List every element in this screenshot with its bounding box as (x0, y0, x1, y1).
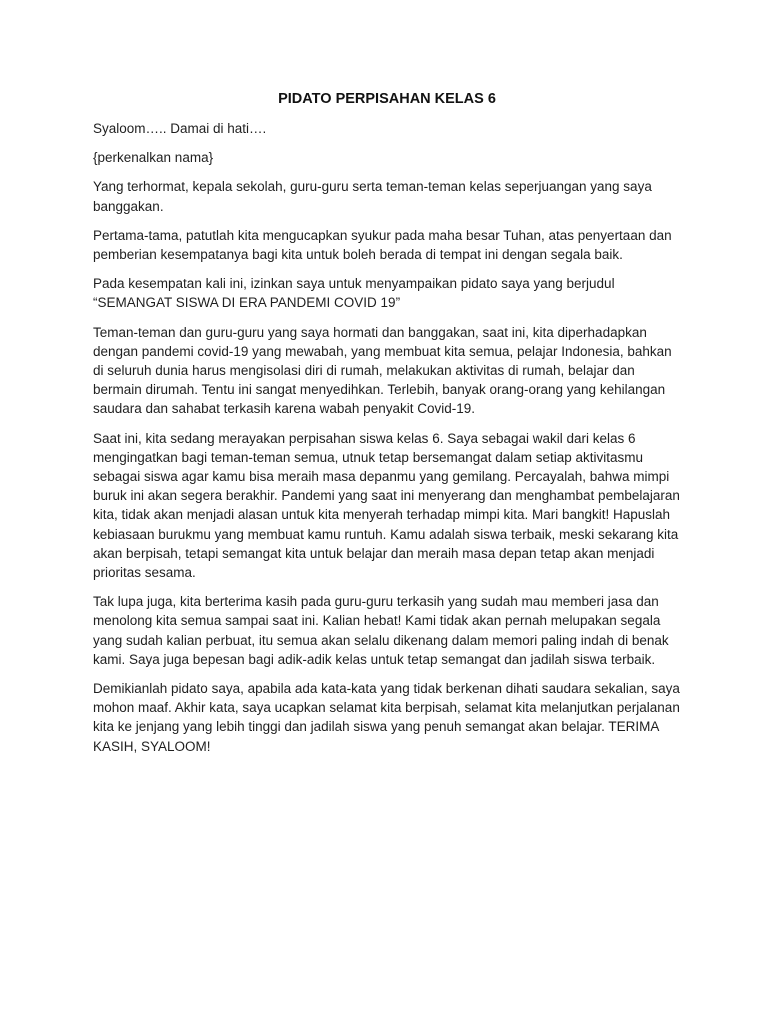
closing-paragraph: Demikianlah pidato saya, apabila ada kata-kata yang tidak berkenan dihati saudara sekalian, saya mohon maaf. Akhir kata, saya ucapkan selamat kita berpisah, selamat kita melanjutkan perjalanan kita ke jenjang yang lebih tinggi dan jadilah siswa yang penuh semangat akan belajar. TERIMA KASIH, SYALOOM! (93, 681, 680, 754)
speech-topic-paragraph: Pada kesempatan kali ini, izinkan saya untuk menyampaikan pidato saya yang berjudul “SEMANGAT SISWA DI ERA PANDEMI COVID 19” (93, 276, 615, 311)
salutation-paragraph: Yang terhormat, kepala sekolah, guru-guru serta teman-teman kelas seperjuangan yang saya banggakan. (93, 179, 652, 214)
pandemic-paragraph: Teman-teman dan guru-guru yang saya hormati dan banggakan, saat ini, kita diperhadapkan dengan pandemi covid-19 yang mewabah, yang membuat kita semua, pelajar Indonesia, bahkan di seluruh dunia harus mengisolasi diri di rumah, melakukan aktivitas di rumah, belajar dan bermain dirumah. Tentu ini sangat menyedihkan. Terlebih, banyak orang-orang yang kehilangan saudara dan sahabat terkasih karena wabah penyakit Covid-19. (93, 324, 672, 417)
gratitude-paragraph: Pertama-tama, patutlah kita mengucapkan syukur pada maha besar Tuhan, atas penyertaan dan pemberian kesempatanya bagi kita untuk boleh berada di tempat ini dengan segala baik. (93, 227, 672, 263)
farewell-paragraph: Saat ini, kita sedang merayakan perpisahan siswa kelas 6. Saya sebagai wakil dari kelas 6 mengingatkan bagi teman-teman semua, utnuk tetap bersemangat dalam setiap aktivitasmu sebagai siswa agar kamu bisa meraih masa depanmu yang gemilang. Percayalah, bahwa mimpi buruk ini akan segera berakhir. Pandemi yang saat ini menyerang dan menghambat pembelajaran kita, tidak akan menjadi alasan untuk kita menyerah terhadap mimpi kita. Mari bangkit! Hapuslah kebiasaan burukmu yang membuat kamu runtuh. Kamu adalah siswa terbaik, meski sekarang kita akan berpisah, tetapi semangat kita untuk belajar dan meraih masa depan tetap akan menjadi prioritas sesama. (93, 430, 680, 581)
document-body (93, 89, 681, 766)
document-title: PIDATO PERPISAHAN KELAS 6 (278, 91, 496, 107)
introduction-placeholder: {perkenalkan nama} (93, 150, 214, 166)
greeting-paragraph: Syaloom….. Damai di hati…. (93, 121, 267, 136)
thanks-teachers-paragraph: Tak lupa juga, kita berterima kasih pada guru-guru terkasih yang sudah mau memberi jasa dan menolong kita semua sampai saat ini. Kalian hebat! Kami tidak akan pernah melupakan segala yang sudah kalian perbuat, itu semua akan selalu dikenang dalam memori paling indah di benak kami. Saya juga bepesan bagi adik-adik kelas untuk tetap semangat dan jadilah siswa terbaik. (93, 594, 669, 667)
